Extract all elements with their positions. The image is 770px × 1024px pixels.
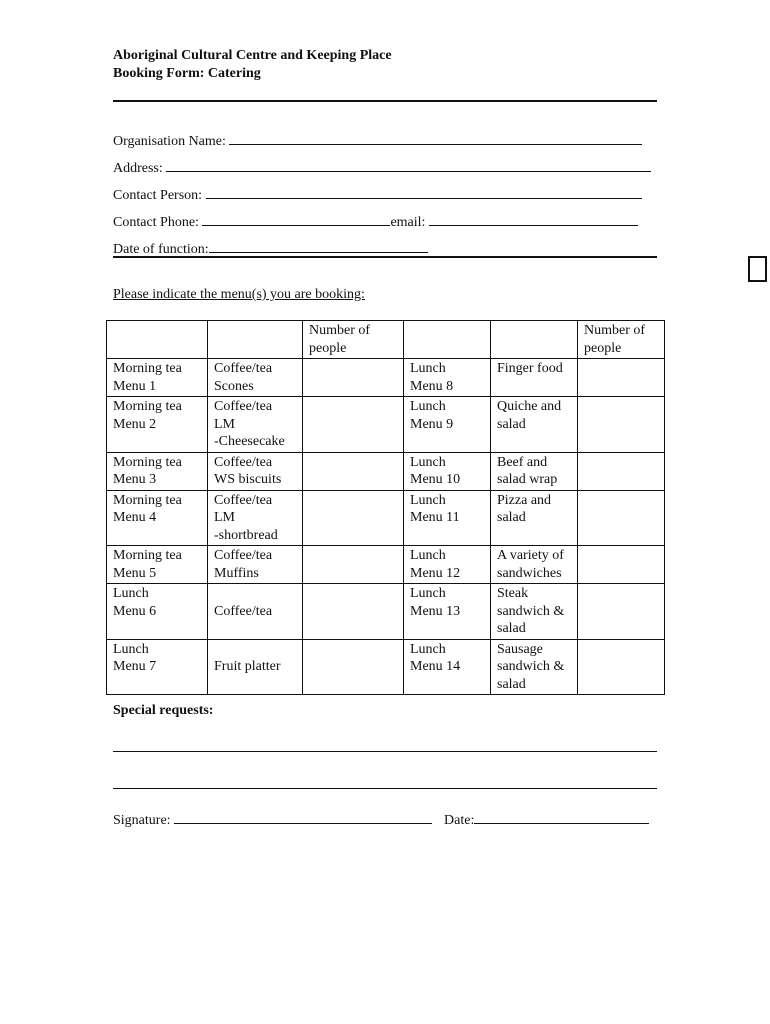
signature-label: Signature: <box>113 813 171 828</box>
date-of-function-label: Date of function: <box>113 242 209 257</box>
signature-date-row <box>113 809 649 827</box>
cell-line: LM <box>214 416 235 432</box>
cell-line: -shortbread <box>214 527 278 543</box>
menu-name-cell <box>107 639 208 695</box>
cell-line <box>214 641 296 659</box>
menu-name-cell <box>404 546 491 584</box>
cell-line: Menu 8 <box>410 378 454 394</box>
cell-line: Menu 4 <box>113 510 157 525</box>
number-of-people-input[interactable] <box>578 490 665 546</box>
cell-line: Lunch <box>410 399 446 414</box>
cell-line: Menu 6 <box>113 603 157 619</box>
form-subtitle: Booking Form: Catering <box>113 66 261 81</box>
menu-items-cell <box>208 546 303 584</box>
cell-line: Lunch <box>410 454 446 470</box>
number-of-people-input[interactable] <box>578 584 665 640</box>
special-requests-line-1[interactable] <box>113 751 657 752</box>
menu-name-cell <box>107 490 208 546</box>
menu-items-cell <box>208 639 303 695</box>
menu-items-cell <box>491 584 578 640</box>
cell-line: Fruit platter <box>214 659 281 674</box>
menu-name-cell <box>404 359 491 397</box>
contact-phone-blank[interactable] <box>202 211 390 226</box>
menu-name-cell <box>107 397 208 453</box>
cell-line: Lunch <box>113 586 149 601</box>
contact-person-blank[interactable] <box>206 184 642 199</box>
menu-name-cell <box>107 359 208 397</box>
cell-line: A variety of <box>497 548 564 563</box>
organisation-blank[interactable] <box>229 130 642 145</box>
table-row <box>107 359 665 397</box>
menu-items-cell <box>491 359 578 397</box>
header-divider <box>113 100 657 102</box>
cell-line: LM <box>214 510 235 525</box>
number-of-people-input[interactable] <box>578 639 665 695</box>
cell-line: Beef and <box>497 454 548 470</box>
table-row <box>107 452 665 490</box>
menu-items-cell <box>208 490 303 546</box>
menu-name-cell <box>107 546 208 584</box>
header-cell-empty <box>491 321 578 359</box>
fields-divider <box>113 256 657 258</box>
number-of-people-input[interactable] <box>578 359 665 397</box>
cell-line: Menu 3 <box>113 472 157 487</box>
menu-name-cell <box>107 452 208 490</box>
cell-line: Lunch <box>410 492 446 508</box>
number-of-people-input[interactable] <box>578 452 665 490</box>
address-field[interactable] <box>113 157 651 175</box>
table-row <box>107 397 665 453</box>
cell-line: Steak <box>497 586 529 601</box>
number-of-people-input[interactable] <box>578 546 665 584</box>
cell-line: Menu 9 <box>410 416 454 432</box>
contact-person-label: Contact Person: <box>113 188 203 203</box>
cell-line: salad <box>497 621 526 636</box>
menu-name-cell <box>404 452 491 490</box>
cell-line: Lunch <box>410 548 446 563</box>
cell-line: -Cheesecake <box>214 434 285 449</box>
contact-phone-field[interactable] <box>113 211 638 229</box>
header-number-of-people: Number of people <box>578 321 665 359</box>
checkbox[interactable] <box>748 256 767 282</box>
cell-line: Lunch <box>410 361 446 376</box>
cell-line: Menu 1 <box>113 378 157 394</box>
cell-line: Coffee/tea <box>214 399 273 414</box>
number-of-people-input[interactable] <box>303 546 404 584</box>
menu-items-cell <box>491 490 578 546</box>
date-label: Date: <box>444 813 475 828</box>
cell-line: Lunch <box>410 641 446 657</box>
table-row <box>107 490 665 546</box>
menu-items-cell <box>208 584 303 640</box>
cell-line: Morning tea <box>113 454 182 470</box>
organisation-label: Organisation Name: <box>113 134 226 149</box>
header-cell-empty <box>208 321 303 359</box>
number-of-people-input[interactable] <box>303 490 404 546</box>
number-of-people-input[interactable] <box>303 397 404 453</box>
menu-name-cell <box>107 584 208 640</box>
cell-line: Menu 13 <box>410 603 461 619</box>
cell-line: Coffee/tea <box>214 603 273 619</box>
special-requests-label: Special requests: <box>113 703 214 718</box>
email-label: email: <box>390 215 426 230</box>
cell-line: sandwich & <box>497 659 565 674</box>
header-cell-empty <box>404 321 491 359</box>
cell-line: Muffins <box>214 565 259 581</box>
menu-items-cell <box>491 397 578 453</box>
cell-line: sandwiches <box>497 565 562 581</box>
address-blank[interactable] <box>166 157 651 172</box>
number-of-people-input[interactable] <box>303 452 404 490</box>
menu-name-cell <box>404 397 491 453</box>
cell-line: Coffee/tea <box>214 361 273 376</box>
form-title: Aboriginal Cultural Centre and Keeping Place <box>113 48 392 63</box>
table-row <box>107 639 665 695</box>
cell-line: salad <box>497 416 526 432</box>
menu-items-cell <box>208 452 303 490</box>
cell-line: salad wrap <box>497 472 558 487</box>
cell-line <box>214 585 296 603</box>
address-label: Address: <box>113 161 163 176</box>
menu-items-cell <box>491 546 578 584</box>
date-of-function-blank[interactable] <box>209 238 428 253</box>
cell-line: Quiche and <box>497 399 562 414</box>
cell-line: Menu 12 <box>410 565 461 581</box>
cell-line: Sausage <box>497 641 543 657</box>
number-of-people-input[interactable] <box>578 397 665 453</box>
menu-name-cell <box>404 639 491 695</box>
menu-items-cell <box>491 639 578 695</box>
table-header-row <box>107 321 665 359</box>
cell-line: Coffee/tea <box>214 492 273 508</box>
cell-line: Lunch <box>113 641 149 657</box>
cell-line: Coffee/tea <box>214 454 273 470</box>
contact-person-field[interactable] <box>113 184 642 202</box>
cell-line: Pizza and <box>497 492 552 508</box>
date-blank[interactable] <box>474 809 649 824</box>
cell-line: WS biscuits <box>214 472 282 487</box>
cell-line: Morning tea <box>113 548 182 563</box>
number-of-people-input[interactable] <box>303 584 404 640</box>
special-requests-line-2[interactable] <box>113 788 657 789</box>
cell-line: Lunch <box>410 586 446 601</box>
menu-items-cell <box>491 452 578 490</box>
cell-line: salad <box>497 510 526 525</box>
date-of-function-field[interactable] <box>113 238 428 256</box>
number-of-people-input[interactable] <box>303 639 404 695</box>
menu-items-cell <box>208 359 303 397</box>
contact-phone-label: Contact Phone: <box>113 215 199 230</box>
cell-line: Menu 2 <box>113 416 157 432</box>
cell-line: Menu 10 <box>410 472 461 487</box>
cell-line: Menu 11 <box>410 510 460 525</box>
menu-table <box>106 320 665 695</box>
cell-line: Morning tea <box>113 399 182 414</box>
cell-line: Menu 5 <box>113 565 157 581</box>
menu-name-cell <box>404 584 491 640</box>
organisation-field[interactable] <box>113 130 642 148</box>
cell-line: salad <box>497 676 526 692</box>
table-row <box>107 584 665 640</box>
cell-line: Finger food <box>497 361 563 376</box>
email-blank[interactable] <box>429 211 638 226</box>
cell-line: Coffee/tea <box>214 548 273 563</box>
header-number-of-people: Number of people <box>303 321 404 359</box>
menu-name-cell <box>404 490 491 546</box>
header-cell-empty <box>107 321 208 359</box>
cell-line: Scones <box>214 378 254 394</box>
table-row <box>107 546 665 584</box>
cell-line: sandwich & <box>497 603 565 619</box>
signature-blank[interactable] <box>174 809 432 824</box>
cell-line: Menu 14 <box>410 659 461 674</box>
number-of-people-input[interactable] <box>303 359 404 397</box>
menu-instruction: Please indicate the menu(s) you are booking: <box>113 287 365 302</box>
cell-line: Morning tea <box>113 492 182 508</box>
menu-items-cell <box>208 397 303 453</box>
form-header <box>113 47 392 83</box>
cell-line: Morning tea <box>113 361 182 376</box>
cell-line: Menu 7 <box>113 659 157 674</box>
